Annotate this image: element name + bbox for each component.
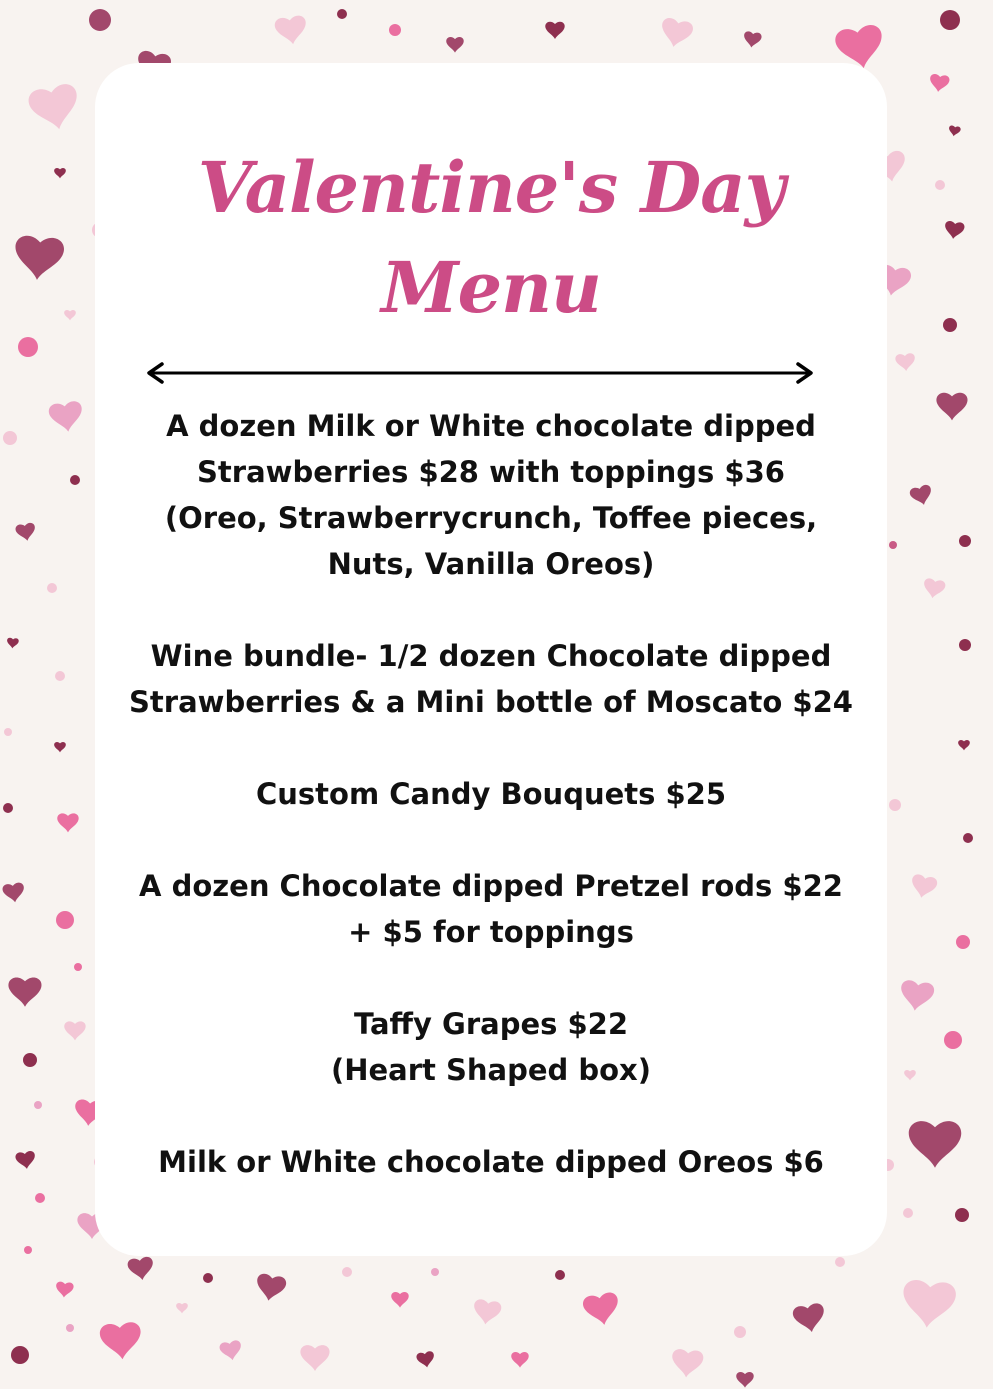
dot-decoration [342, 1267, 352, 1277]
heart-decoration [64, 1021, 85, 1040]
dot-decoration [337, 9, 347, 19]
dot-decoration [555, 1270, 565, 1280]
heart-decoration [901, 1279, 957, 1330]
menu-item-line: Custom Candy Bouquets $25 [255, 777, 727, 811]
menu-item-line: A dozen Chocolate dipped Pretzel rods $22 [139, 869, 843, 903]
dot-decoration [889, 541, 897, 549]
heart-decoration [54, 168, 66, 178]
menu-item-line: Nuts, Vanilla Oreos) [327, 547, 655, 581]
heart-decoration [300, 1345, 329, 1371]
heart-decoration [99, 1321, 143, 1361]
heart-decoration [671, 1348, 704, 1378]
dot-decoration [959, 535, 971, 547]
menu-item-line: + $5 for toppings [348, 915, 634, 949]
title-line-1: Valentine's Day [197, 146, 785, 229]
heart-decoration [909, 1121, 962, 1168]
heart-decoration [545, 22, 564, 39]
dot-decoration [66, 1324, 74, 1332]
heart-decoration [472, 1299, 502, 1327]
dot-decoration [70, 475, 80, 485]
heart-decoration [8, 977, 41, 1006]
title-line-2: Menu [381, 246, 601, 329]
dot-decoration [734, 1326, 746, 1338]
heart-decoration [15, 522, 37, 542]
page-title [95, 138, 887, 338]
double-arrow-divider [140, 358, 820, 388]
heart-decoration [895, 353, 916, 372]
heart-decoration [54, 742, 66, 752]
heart-decoration [127, 1256, 155, 1282]
menu-item-line: Strawberries $28 with toppings $36 [197, 455, 785, 489]
dot-decoration [89, 9, 111, 31]
dot-decoration [431, 1268, 439, 1276]
heart-decoration [936, 393, 967, 421]
heart-decoration [792, 1302, 827, 1335]
dot-decoration [74, 963, 82, 971]
heart-decoration [48, 400, 85, 434]
menu-item-line: Taffy Grapes $22 [353, 1007, 629, 1041]
dot-decoration [55, 671, 65, 681]
heart-decoration [958, 740, 970, 750]
dot-decoration [889, 799, 901, 811]
heart-decoration [928, 73, 950, 93]
heart-decoration [27, 82, 84, 134]
dot-decoration [944, 1031, 962, 1049]
heart-decoration [922, 578, 946, 600]
dot-decoration [963, 833, 973, 843]
dot-decoration [35, 1193, 45, 1203]
dot-decoration [34, 1101, 42, 1109]
menu-item [95, 863, 887, 955]
heart-decoration [55, 1281, 74, 1298]
heart-decoration [948, 125, 961, 137]
heart-decoration [57, 813, 78, 832]
heart-decoration [658, 17, 694, 50]
heart-decoration [743, 31, 762, 49]
menu-item [95, 1139, 887, 1185]
heart-decoration [6, 638, 19, 649]
dot-decoration [3, 431, 17, 445]
heart-decoration [909, 484, 935, 508]
heart-decoration [274, 15, 309, 47]
heart-decoration [416, 1351, 436, 1369]
dot-decoration [23, 1053, 37, 1067]
dot-decoration [955, 1208, 969, 1222]
heart-decoration [898, 979, 935, 1013]
dot-decoration [956, 935, 970, 949]
dot-decoration [11, 1346, 29, 1364]
menu-list [95, 403, 887, 1231]
heart-decoration [943, 220, 965, 240]
menu-item [95, 1001, 887, 1093]
dot-decoration [3, 803, 13, 813]
dot-decoration [903, 1208, 913, 1218]
dot-decoration [203, 1273, 213, 1283]
heart-decoration [391, 1292, 409, 1308]
heart-decoration [219, 1340, 243, 1362]
heart-decoration [254, 1273, 287, 1304]
heart-decoration [64, 310, 76, 320]
dot-decoration [943, 318, 957, 332]
heart-decoration [511, 1352, 529, 1368]
heart-decoration [582, 1291, 622, 1328]
dot-decoration [4, 728, 12, 736]
heart-decoration [736, 1372, 754, 1388]
dot-decoration [959, 639, 971, 651]
dot-decoration [18, 337, 38, 357]
dot-decoration [835, 1257, 845, 1267]
heart-decoration [904, 1070, 916, 1080]
dot-decoration [24, 1246, 32, 1254]
dot-decoration [47, 583, 57, 593]
heart-decoration [909, 873, 938, 900]
heart-decoration [13, 235, 65, 282]
heart-decoration [176, 1303, 188, 1313]
heart-decoration [2, 882, 26, 904]
heart-decoration [15, 1150, 37, 1170]
dot-decoration [940, 10, 960, 30]
menu-item-line: A dozen Milk or White chocolate dipped [166, 409, 816, 443]
dot-decoration [389, 24, 401, 36]
dot-decoration [56, 911, 74, 929]
menu-item-line: Wine bundle- 1/2 dozen Chocolate dipped [150, 639, 832, 673]
menu-item-line: (Heart Shaped box) [330, 1053, 652, 1087]
dot-decoration [935, 180, 945, 190]
menu-item [95, 633, 887, 725]
menu-item-line: (Oreo, Strawberrycrunch, Toffee pieces, [164, 501, 818, 535]
menu-item [95, 771, 887, 817]
heart-decoration [446, 37, 464, 53]
menu-item-line: Strawberries & a Mini bottle of Moscato $24 [129, 685, 853, 719]
menu-item [95, 403, 887, 587]
menu-item-line: Milk or White chocolate dipped Oreos $6 [158, 1145, 824, 1179]
